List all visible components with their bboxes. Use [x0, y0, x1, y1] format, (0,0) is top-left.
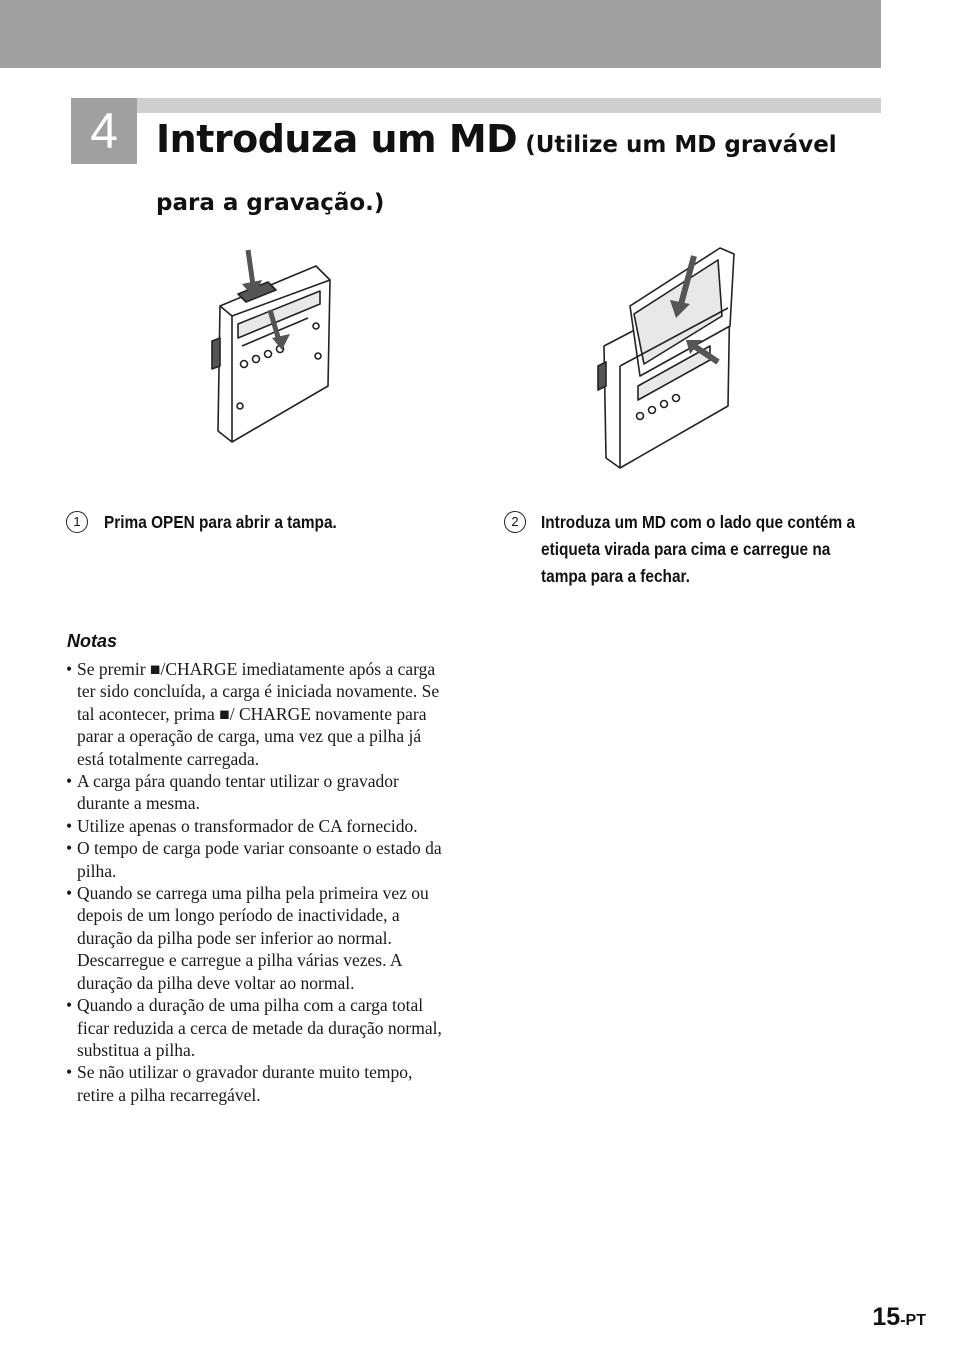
title-sub: (Utilize um MD gravável para a gravação.)	[156, 132, 837, 216]
header-band	[0, 0, 881, 68]
note-item: • O tempo de carga pode variar consoante o estado da pilha.	[66, 837, 446, 882]
step-number-box: 4	[71, 98, 137, 164]
note-item: • Se premir ■/CHARGE imediatamente após a carga ter sido concluída, a carga é iniciada novamente. Se tal acontecer, prima ■/ CHARGE novamente para parar a operação de carga, uma vez que a pilha já está totalmente carregada.	[66, 658, 446, 770]
page-number	[872, 1303, 926, 1332]
title-main: Introduza um MD	[156, 117, 518, 161]
step-1-text: Prima OPEN para abrir a tampa.	[104, 512, 337, 532]
step-2-marker: 2	[504, 511, 526, 533]
step-1-marker: 1	[66, 511, 88, 533]
note-item: • Se não utilizar o gravador durante muito tempo, retire a pilha recarregável.	[66, 1061, 446, 1106]
note-item: • Quando a duração de uma pilha com a carga total ficar reduzida a cerca de metade da duração normal, substitua a pilha.	[66, 994, 446, 1061]
page-number-suffix: -PT	[900, 1312, 926, 1329]
heading-rule	[137, 98, 881, 113]
page-number-value: 15	[872, 1303, 901, 1331]
md-insert-close-lid-icon	[590, 236, 750, 472]
notes-list	[66, 658, 446, 1106]
notes-heading: Notas	[67, 631, 118, 651]
md-player-open-button-icon	[198, 246, 338, 451]
note-item: • A carga pára quando tentar utilizar o gravador durante a mesma.	[66, 770, 446, 815]
note-item: • Utilize apenas o transformador de CA fornecido.	[66, 815, 446, 837]
page-title	[156, 112, 896, 230]
step-2-text: Introduza um MD com o lado que contém a etiqueta virada para cima e carregue na tampa para a fechar.	[541, 512, 856, 586]
note-item: • Quando se carrega uma pilha pela primeira vez ou depois de um longo período de inactividade, a duração da pilha pode ser inferior ao normal. Descarregue e carregue a pilha várias vezes. A duração da pilha deve voltar ao normal.	[66, 882, 446, 994]
